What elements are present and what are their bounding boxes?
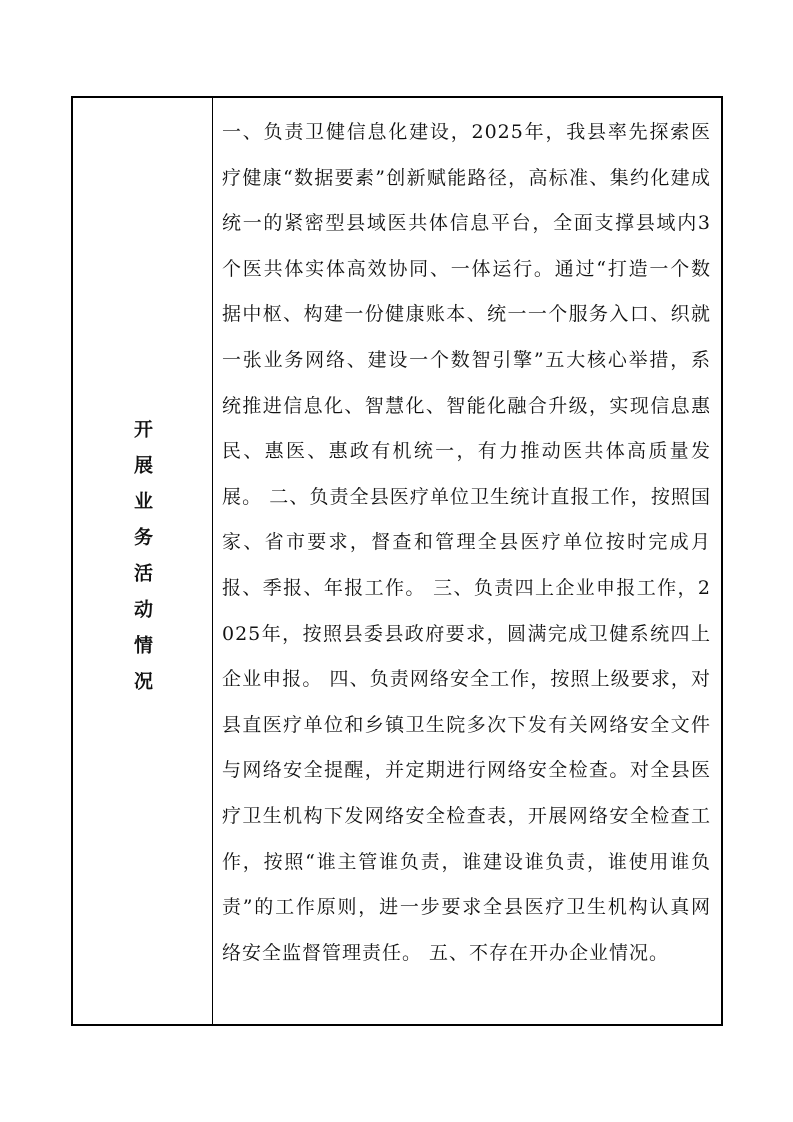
content-cell — [213, 98, 721, 1024]
label-cell — [73, 98, 213, 1024]
section-label: 开展业务活动情况 — [131, 419, 153, 707]
activity-description: 一、负责卫健信息化建设，2025年，我县率先探索医疗健康“数据要素”创新赋能路径，高标准、集约化建成统一的紧密型县域医共体信息平台，全面支撑县域内3个医共体实体高效协同、一体运行。通过“打造一个数据中枢、构建一份健康账本、统一一个服务入口、织就一张业务网络、建设一个数智引擎”五大核心举措，系统推进信息化、智慧化、智能化融合升级，实现信息惠民、惠医、惠政有机统一，有力推动医共体高质量发展。 二、负责全县医疗单位卫生统计直报工作，按照国家、省市要求，督查和管理全县医疗单位按时完成月报、季报、年报工作。 三、负责四上企业申报工作，2025年，按照县委县政府要求，圆满完成卫健系统四上企业申报。 四、负责网络安全工作，按照上级要求，对县直医疗单位和乡镇卫生院多次下发有关网络安全文件与网络安全提醒，并定期进行网络安全检查。对全县医疗卫生机构下发网络安全检查表，开展网络安全检查工作，按照“谁主管谁负责，谁建设谁负责，谁使用谁负责”的工作原则，进一步要求全县医疗卫生机构认真网络安全监督管理责任。 五、不存在开办企业情况。 — [222, 121, 711, 964]
activity-table — [71, 96, 723, 1026]
